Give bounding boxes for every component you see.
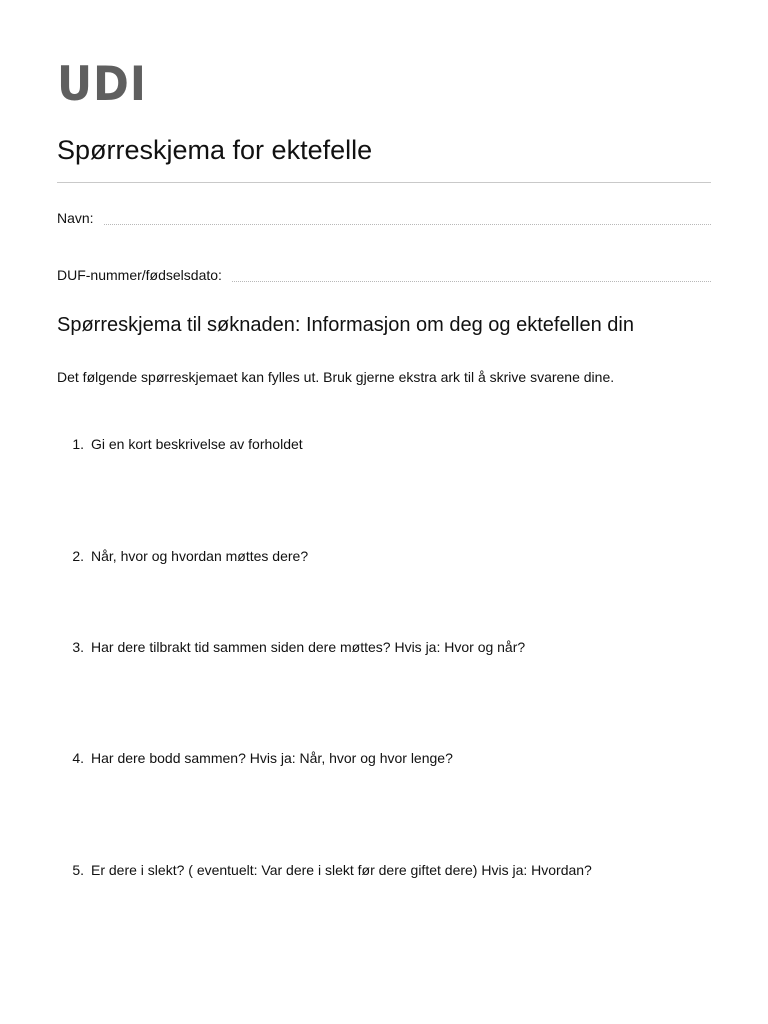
question-item — [57, 750, 711, 767]
question-item — [57, 436, 711, 453]
question-number: 1. — [72, 436, 84, 452]
question-number: 4. — [72, 750, 84, 766]
duf-number-field — [57, 263, 711, 283]
question-item — [57, 639, 711, 656]
question-item — [57, 548, 711, 565]
name-field-line[interactable] — [104, 224, 711, 225]
question-number: 5. — [72, 862, 84, 878]
name-field — [57, 206, 711, 226]
duf-number-field-label: DUF-nummer/fødselsdato: — [57, 267, 222, 283]
name-field-label: Navn: — [57, 210, 94, 226]
title-divider — [57, 182, 711, 183]
question-text: Når, hvor og hvordan møttes dere? — [91, 548, 309, 564]
question-item — [57, 862, 711, 879]
question-text: Har dere tilbrakt tid sammen siden dere møttes? Hvis ja: Hvor og når? — [91, 639, 526, 655]
question-number: 2. — [72, 548, 84, 564]
section-intro: Det følgende spørreskjemaet kan fylles ut. Bruk gjerne ekstra ark til å skrive svarene dine. — [57, 369, 615, 385]
question-text: Har dere bodd sammen? Hvis ja: Når, hvor og hvor lenge? — [91, 750, 453, 766]
duf-number-field-line[interactable] — [232, 281, 711, 282]
udi-logo: UDI — [57, 57, 147, 112]
question-number: 3. — [72, 639, 84, 655]
question-text: Er dere i slekt? ( eventuelt: Var dere i slekt før dere giftet dere) Hvis ja: Hvordan? — [91, 862, 592, 878]
document-title: Spørreskjema for ektefelle — [57, 135, 373, 165]
question-text: Gi en kort beskrivelse av forholdet — [91, 436, 303, 452]
section-heading: Spørreskjema til søknaden: Informasjon om deg og ektefellen din — [57, 314, 634, 336]
